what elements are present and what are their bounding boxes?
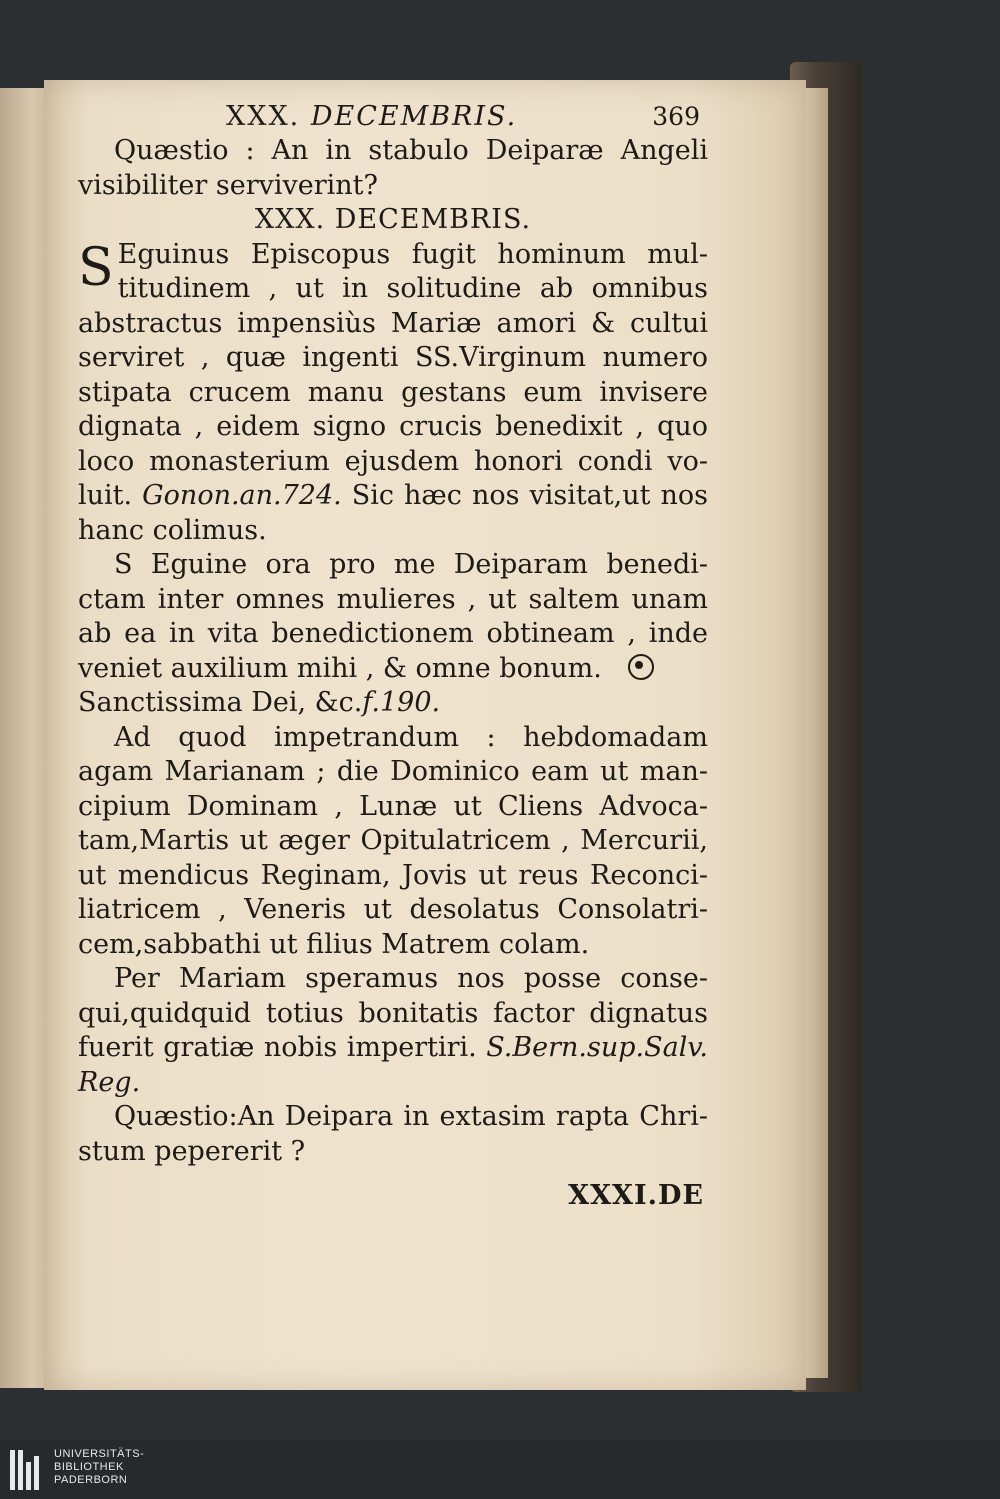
text-line: Quæstio : An in stabulo Deiparæ Angeli — [114, 135, 708, 166]
text-line: Per Mariam speramus nos posse conse- — [114, 963, 708, 994]
text-line: cem,sabbathi ut filius Matrem colam. — [78, 928, 590, 960]
library-name-line: PADERBORN — [54, 1474, 128, 1486]
text-line — [78, 479, 708, 514]
citation: S.Bern.sup.Salv. — [486, 1032, 708, 1063]
page-number: 369 — [652, 102, 700, 131]
text-line: qui,quidquid totius bonitatis factor dignatus — [78, 997, 708, 1029]
library-logo-icon — [10, 1450, 46, 1490]
text-line: Eguinus Episcopus fugit hominum mul- — [117, 238, 708, 270]
text-line: loco monasterium ejusdem honori condi vo- — [78, 445, 708, 477]
library-name-line: BIBLIOTHEK — [54, 1461, 124, 1473]
text-line: Quæstio:An Deipara in extasim rapta Chri- — [114, 1101, 708, 1132]
text-line: agam Marianam ; die Dominico eam ut man- — [78, 756, 708, 787]
text-line: hanc colimus. — [78, 514, 267, 546]
text-line: liatricem , Veneris ut desolatus Consolatri- — [78, 894, 708, 925]
text-line: S Eguine ora pro me Deiparam benedi- — [114, 549, 708, 580]
text-line: ut mendicus Reginam, Jovis ut reus Reconci- — [78, 859, 708, 891]
text-line — [78, 1031, 708, 1066]
header-title-italic: DECEMBRIS. — [310, 101, 518, 132]
citation-line: Reg. — [78, 1066, 141, 1098]
text-segment: Sanctissima Dei, &c. — [78, 687, 363, 718]
text-segment: veniet auxilium mihi , & omne bonum. — [78, 652, 602, 684]
dropcap-lines — [118, 238, 708, 307]
text-line: abstractus impensiùs Mariæ amori & cultui — [78, 307, 708, 339]
text-line: cipium Dominam , Lunæ ut Cliens Advoca- — [78, 790, 708, 822]
text-line — [78, 686, 708, 721]
text-line: dignata , eidem signo crucis benedixit , quo — [78, 411, 708, 442]
text-line: stum pepererit ? — [78, 1135, 306, 1167]
section-heading: XXX. DECEMBRIS. — [254, 204, 532, 235]
citation: f.190. — [362, 687, 441, 718]
catchword: XXXI.DE — [568, 1180, 704, 1211]
dropcap: S — [78, 237, 114, 298]
header-title-roman: XXX. — [226, 101, 301, 132]
library-footer — [0, 1440, 1000, 1499]
text-segment: Sic hæc nos visitat,ut nos — [351, 480, 708, 511]
text-line: tam,Martis ut æger Opitulatricem , Mercurii, — [78, 825, 708, 856]
text-segment: luit. — [78, 480, 133, 511]
text-line: titudinem , ut in solitudine ab omnibus — [117, 273, 708, 304]
library-name-line: UNIVERSITÄTS- — [54, 1448, 145, 1460]
text-line: ctam inter omnes mulieres , ut saltem unam — [78, 583, 708, 615]
text-line: ab ea in vita benedictionem obtineam , inde — [78, 618, 708, 649]
text-line: stipata crucem manu gestans eum invisere — [78, 376, 708, 408]
citation: Gonon.an.724. — [142, 480, 342, 511]
page-text — [78, 100, 708, 1214]
text-segment: fuerit gratiæ nobis impertiri. — [78, 1032, 477, 1063]
marian-symbol-icon — [628, 654, 654, 680]
text-line: Ad quod impetrandum : hebdomadam — [114, 721, 708, 753]
text-line — [78, 652, 708, 687]
text-line: serviret , quæ ingenti SS.Virginum numero — [78, 342, 708, 373]
paragraph-with-dropcap — [78, 238, 708, 307]
header-title — [226, 100, 517, 135]
running-header — [78, 100, 708, 134]
text-line: visibiliter serviverint? — [78, 169, 379, 201]
library-name — [54, 1448, 144, 1487]
